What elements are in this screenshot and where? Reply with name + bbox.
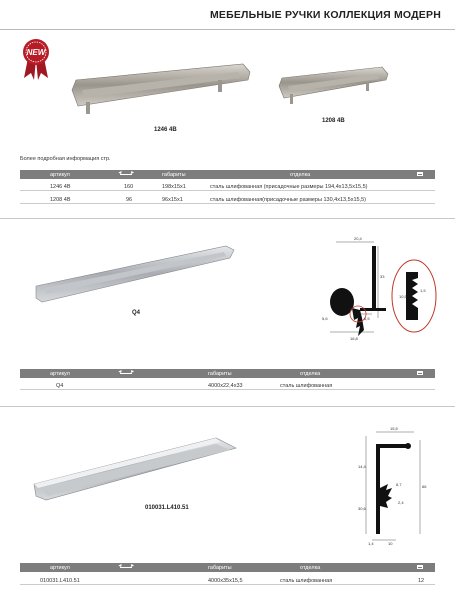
row-size: 4000х22,4х33 [208, 382, 243, 389]
table1-col-size: габариты [162, 171, 186, 178]
table2-col-finish: отделка [300, 370, 321, 377]
dim-h2: 30,6 [358, 506, 366, 511]
table3-col-article: артикул [50, 564, 70, 571]
info-note: Более подробная информация стр. [20, 156, 111, 162]
dim-small: 6,5 [364, 316, 370, 321]
table3-col-size: габариты [208, 564, 232, 571]
dim-w1: 8,7 [396, 482, 402, 487]
table-row [20, 182, 435, 191]
new-badge-icon [18, 36, 54, 80]
table-row [20, 195, 435, 204]
dim-bottom: 16,8 [350, 336, 358, 341]
dim-top: 20,4 [354, 236, 362, 241]
dim-detail2: 1,5 [420, 288, 426, 293]
package-icon [417, 371, 423, 377]
row-finish: сталь шлифованная (присадочные размеры 194,4х13,5х15,5) [210, 183, 368, 190]
section-divider [0, 406, 455, 407]
profile-q4-image [30, 242, 240, 312]
caption-010031: 010031.L410.51 [145, 505, 189, 511]
row-size: 96х15х1 [162, 196, 183, 203]
spacing-arrow-icon [118, 172, 134, 179]
handle-1246-image [68, 60, 253, 120]
dim-height: 33 [380, 274, 385, 279]
profile-010031-image [30, 434, 242, 504]
table3-col-finish: отделка [300, 564, 321, 571]
spacing-arrow-icon [118, 371, 134, 378]
table1-col-article: артикул [50, 171, 70, 178]
table2-col-article: артикул [50, 370, 70, 377]
profile-010031-drawing [358, 426, 428, 546]
caption-q4: Q4 [132, 310, 141, 316]
row-pack: 12 [418, 577, 425, 584]
row-finish: сталь шлифованная(присадочные размеры 130,4х13,5х15,5) [210, 196, 366, 203]
table2-header [20, 369, 435, 378]
table1-col-finish: отделка [290, 171, 311, 178]
dim-h3: 66 [422, 484, 427, 489]
package-icon [417, 565, 423, 571]
handle-1208-image [276, 64, 391, 108]
caption-1246: 1246 4В [154, 127, 177, 133]
row-size: 198х15х1 [162, 183, 186, 190]
row-finish: сталь шлифованная [280, 577, 333, 584]
row-article: 010031.L410.51 [40, 577, 80, 584]
q4-section-drawing [316, 232, 444, 344]
row-finish: сталь шлифованная [280, 382, 333, 389]
page-title: МЕБЕЛЬНЫЕ РУЧКИ КОЛЛЕКЦИЯ МОДЕРН [209, 9, 441, 21]
spacing-arrow-icon [118, 565, 134, 572]
badge-text: NEW [26, 48, 46, 57]
table2-col-size: габариты [208, 370, 232, 377]
row-size: 4000х35х15,5 [208, 577, 243, 584]
table-row [20, 576, 435, 585]
row-spacing: 160 [124, 183, 134, 190]
table1-header [20, 170, 435, 179]
dim-detail: 10,5 [399, 294, 407, 299]
dim-h1: 14,4 [358, 464, 366, 469]
table3-header [20, 563, 435, 572]
row-article: 1208 4В [50, 196, 71, 203]
dim-left: 5,6 [322, 316, 328, 321]
dim-top: 15,5 [390, 426, 398, 431]
package-icon [417, 172, 423, 178]
dim-w4: 10 [388, 541, 393, 546]
dim-w2: 2,4 [398, 500, 404, 505]
row-article: Q4 [56, 382, 64, 389]
caption-1208: 1208 4В [322, 118, 345, 124]
section-divider [0, 218, 455, 219]
row-spacing: 96 [126, 196, 133, 203]
table-row [20, 381, 435, 390]
dim-w3: 1,4 [368, 541, 374, 546]
row-article: 1246 4В [50, 183, 71, 190]
